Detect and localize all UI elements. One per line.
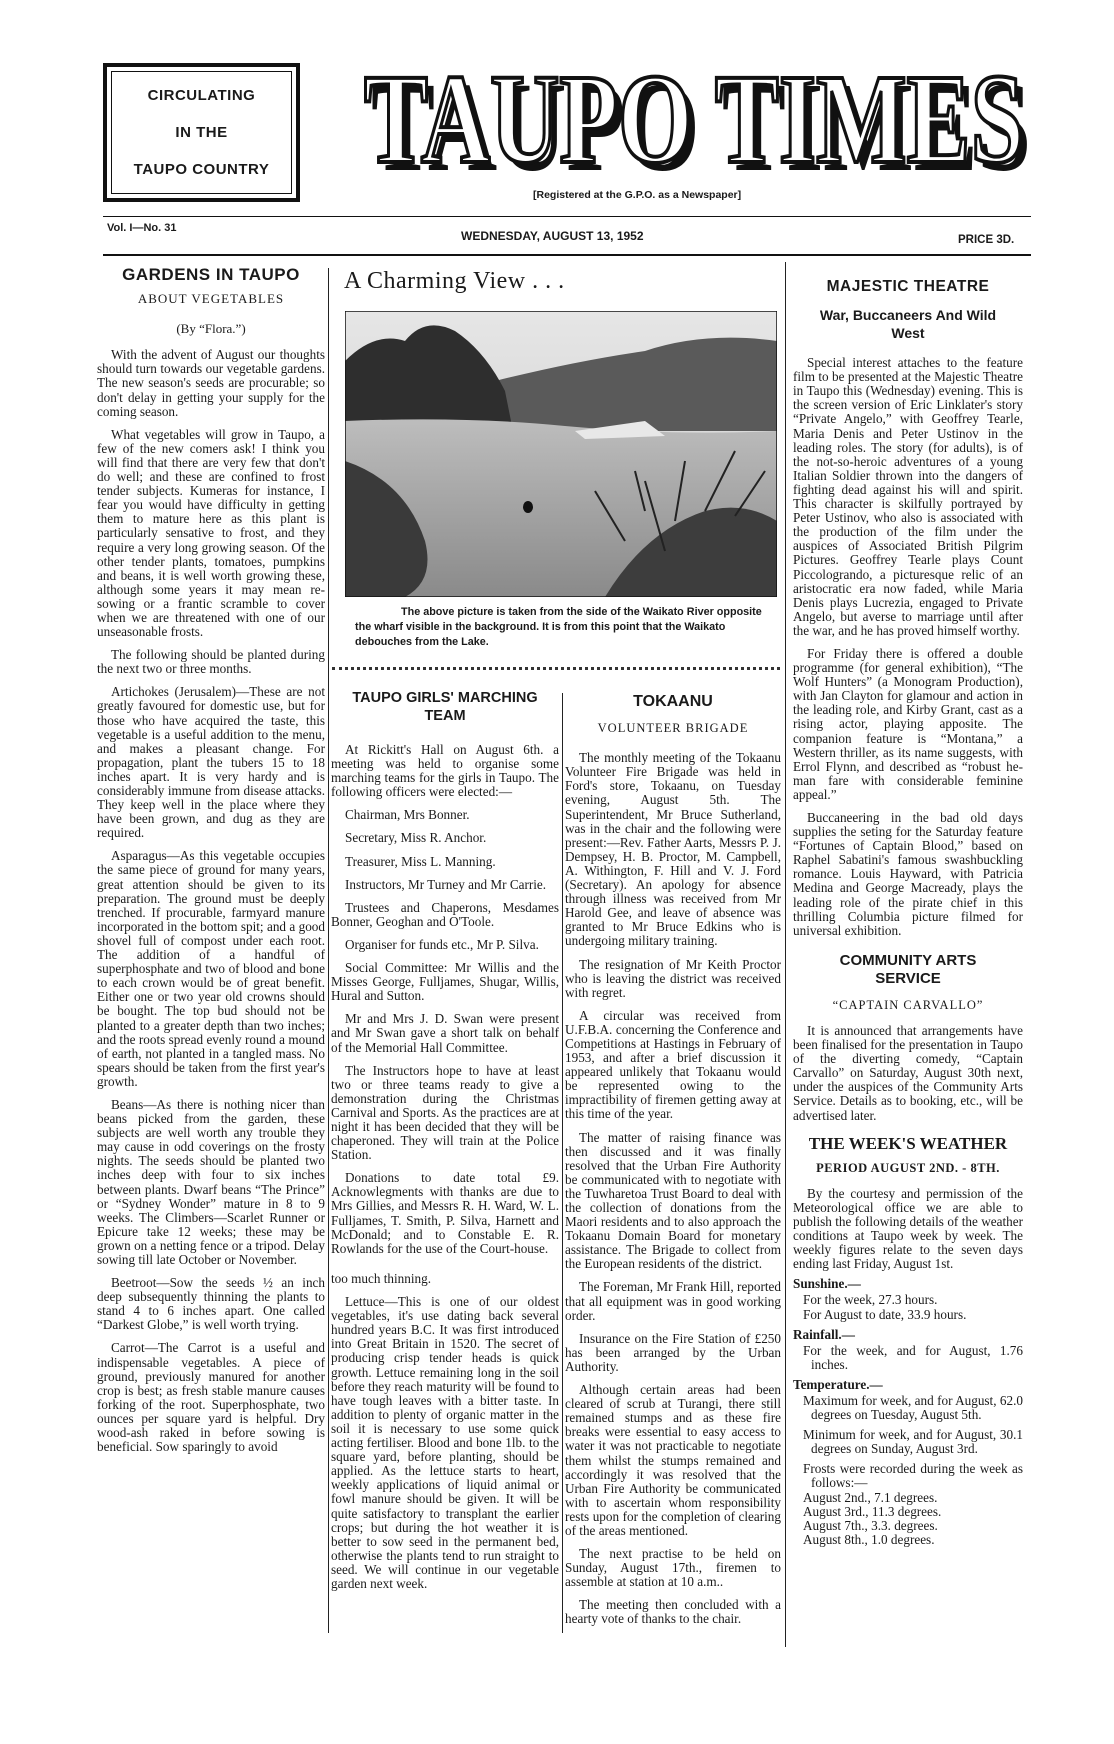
tokaanu-paragraph: Insurance on the Fire Station of £250 has been arranged by the Urban Authority. (565, 1330, 781, 1374)
majestic-paragraph: Buccaneering in the bad old days supplies the seting for the Saturday feature “Fortunes of Captain Blood,” based on Raphel Sabatini's famous swashbuckling romance. Louis Hayward, with Patricia Medina and George Macready, plays the leading role of the pirate chief in this thrilling Columbia picture filmed for universal exhibition. (793, 810, 1023, 938)
girls-paragraph: The Instructors hope to have at least two or three teams ready to give a demonstration during the Christmas Carnival and Sports. As the practices are at night it has been decided that they will be chaperoned. They will train at the Police Station. (331, 1062, 559, 1163)
girls-officer: Secretary, Miss R. Anchor. (345, 830, 487, 846)
girls-officer: Treasurer, Miss L. Manning. (345, 853, 496, 869)
rainfall-label: Rainfall.— (793, 1326, 855, 1342)
temperature-max: Maximum for week, and for August, 62.0 degrees on Tuesday, August 5th. (803, 1393, 1023, 1423)
girls-paragraph: Mr and Mrs J. D. Swan were present and Mr Swan gave a short talk on behalf of the Memorial Hall Committee. (331, 1011, 559, 1055)
masthead-title-shadow: TAUPO TIMES (371, 62, 1031, 192)
majestic-subhead: War, Buccaneers And Wild West (819, 307, 997, 342)
top-rule (103, 216, 1031, 217)
girls-paragraph: Donations to date total £9. Acknowlegments with thanks are due to Mrs Gillies, and Messrs R. H. Ward, W. L. Fulljames, T. Smith, P. Silva, Harnett and McDonald; and to Constable E. R. Rowlands for the use of the Court-house. (331, 1170, 559, 1256)
temperature-label: Temperature.— (793, 1376, 883, 1392)
sunshine-label: Sunshine.— (793, 1276, 861, 1292)
rainfall-week: For the week, and for August, 1.76 inches. (803, 1342, 1023, 1372)
tokaanu-paragraph: The monthly meeting of the Tokaanu Volunteer Fire Brigade was held in Ford's store, Tokaanu, on Tuesday evening, August 5th. The Superintendent, Mr Bruce Sutherland, was in the chair and the following were present:—Rev. Father Aarts, Messrs P. J. Dempsey, H. B. Proctor, M. Campbell, A. Withington, F. Hill and V. J. Ford (Secretary). An apology for absence through illness was received from Mr Harold Gee, and leave of absence was granted to Mr Bruce Edkins who is undergoing military training. (565, 750, 781, 949)
photo-dotted-rule (332, 667, 780, 670)
masthead-title-face: TAUPO TIMES (364, 62, 1024, 190)
frost-entry: August 7th., 3.3. degrees. (803, 1517, 938, 1533)
gardens-paragraph: too much thinning. (331, 1271, 432, 1286)
temperature-min: Minimum for week, and for August, 30.1 degrees on Sunday, August 3rd. (803, 1427, 1023, 1457)
gardens-continuation (331, 1272, 559, 1600)
tokaanu-paragraph: The matter of raising finance was then discussed and it was finally resolved that the Urban Fire Authority be communicated with to negotiate with the Tuwharetoa Trust Board to deal with the collection of donations from the Maori residents and to also approach the Tokaanu Domain Board for monetary assistance. The Brigade to collect from the European residents of the district. (565, 1129, 781, 1272)
tokaanu-paragraph: Although certain areas had been cleared of scrub at Turangi, there still remained stumps and as these fire breaks were essential to easy access to water it was not practicable to negotiate them whilst the stumps remained and accordingly it was resolved that the Urban Fire Authority be communicated with to ascertain whom responsibility rests upon for the completion of clearing of the areas mentioned. (565, 1382, 781, 1538)
column-rule-2 (562, 693, 563, 1633)
girls-marching-article (331, 689, 559, 1265)
girls-officer: Social Committee: Mr Willis and the Misses George, Fulljames, Shugar, Willis, Hural and Sutton. (331, 960, 559, 1004)
price: PRICE 3D. (958, 234, 1015, 246)
weather-subhead: PERIOD AUGUST 2ND. - 8TH. (816, 1160, 1000, 1175)
tokaanu-paragraph: A circular was received from U.F.B.A. concerning the Conference and Competitions at Hastings in February of 1953, and after a brief discussion it appeared unlikely that Tokaanu would be represented owing to the impractibility of firemen getting away at this time of the year. (565, 1007, 781, 1122)
frost-entry: August 3rd., 11.3 degrees. (803, 1503, 942, 1519)
gardens-paragraph: What vegetables will grow in Taupo, a few of the new comers ask! I think you will find that there are very few that don't do well; and these are confined to frost tender subjects. Kumeras for instance, I fear you would have difficulty in getting them to mature here as this plant is particularly sensative to frost, and they require a very long growing season. Of the other tender plants, tomatoes, pumpkins and beans, it is well worth growing these, although some years it may mean re-sowing or a frantic scramble to cover when we are threatened with one of our unseasonable frosts. (97, 426, 325, 640)
issue-date: WEDNESDAY, AUGUST 13, 1952 (461, 229, 644, 243)
info-rule (103, 254, 1031, 256)
circulating-line-2: IN THE (175, 124, 228, 141)
masthead-title (356, 62, 1034, 192)
tokaanu-article (565, 689, 781, 1636)
registered-note: [Registered at the G.P.O. as a Newspaper] (533, 189, 742, 201)
view-headline: A Charming View . . . (344, 268, 565, 294)
waikato-river-photo (345, 311, 777, 597)
girls-headline: TAUPO GIRLS' MARCHING TEAM (352, 690, 538, 724)
gardens-subhead: ABOUT VEGETABLES (137, 291, 285, 307)
majestic-headline: MAJESTIC THEATRE (826, 278, 990, 295)
gardens-paragraph: Beetroot—Sow the seeds ½ an inch deep subsequently thinning the plants to stand 4 to 6 inches apart. One called “Darkest Globe,” is well worth trying. (97, 1275, 325, 1333)
girls-officer: Trustees and Chaperons, Mesdames Bonner, Geoghan and O'Toole. (331, 899, 559, 929)
gardens-paragraph: Carrot—The Carrot is a useful and indispensable vegetables. A piece of ground, previously manured for another crop is best; as fresh stable manure causes forking of the root. Superphosphate, two ounces per square yard is helpful. Dry wood-ash raked in before sowing is beneficial. Sow sparingly to avoid (97, 1340, 325, 1455)
sunshine-week: For the week, 27.3 hours. (803, 1292, 938, 1308)
gardens-byline: (By “Flora.”) (176, 321, 246, 337)
gardens-paragraph: With the advent of August our thoughts should turn towards our vegetable gardens. The new season's seeds are procurable; so don't delay in getting your supply for the coming season. (97, 347, 325, 419)
gardens-paragraph: Beans—As there is nothing nicer than beans picked from the garden, these subjects are well worth any trouble they may cause in odd coverings on the frosty nights. The seeds should be planted two inches deep with four to six inches between plants. Dwarf beans “The Prince” or “Sydney Wonder” mature in 8 to 9 weeks. The Climbers—Scarlet Runner or Epicure take 12 weeks; these may be grown on a netting fence or a tripod. Delay sowing till late October or November. (97, 1096, 325, 1267)
gardens-paragraph: Lettuce—This is one of our oldest vegetables, it's use dating back several hundred years B.C. It was first introduced into Great Britain in 1520. The secret of producing crisp tender heads is quick growth. Lettuce remaining long in the soil before they reach maturity will be found to have tough leaves with a bitter taste. In addition to plenty of organic matter in the soil it is necessary to use some quick acting fertiliser. Blood and bone 1lb. to the square yard, before planting, should be applied. As the lettuce starts to heart, weekly applications of liquid animal or fowl manure should be given. It will be quite satisfactory to transplant the earlier crops; but during the hot weather it is better to sow seed in the permanent bed, otherwise the plants tend to run straight to seed. We will continue in our vegetable garden next week. (331, 1294, 559, 1591)
gardens-paragraph: Asparagus—As this vegetable occupies the same piece of ground for many years, great attention should be given to its preparation. The ground must be deeply trenched. If procurable, farmyard manure incorporated in the bottom spit; and a good shovel full of compost under each root. The addition of a handful of superphosphate and two of blood and bone to each crown would be of great benefit. Either one or two year old crowns should be bought. The top bud should not be planted to a greater depth than two inches; and the roots spread evenly round a mound of earth, not planted in a tangled mass. No spears should be taken from the first year's growth. (97, 848, 325, 1089)
gardens-paragraph: The following should be planted during the next two or three months. (97, 647, 325, 677)
majestic-paragraph: For Friday there is offered a double programme (for general exhibition), “The Wolf Hunters” (a Monogram Production), with Jan Clayton for glamour and action in the leading role, and Kirby Grant, cast as a rising actor, playing apposite. The companion feature is “Montana,” a Western thriller, as its name suggests, with Errol Flynn, and described as “robust he-man fare with considerable feminine appeal.” (793, 645, 1023, 802)
tokaanu-paragraph: The meeting then concluded with a hearty vote of thanks to the chair. (565, 1597, 781, 1627)
column-rule-1 (328, 268, 329, 1633)
right-column (793, 280, 1023, 1547)
circulating-line-3: TAUPO COUNTRY (133, 161, 270, 178)
column-rule-3 (785, 262, 786, 1647)
girls-officer: Chairman, Mrs Bonner. (345, 807, 470, 823)
gardens-article (97, 265, 325, 1463)
tokaanu-paragraph: The Foreman, Mr Frank Hill, reported that all equipment was in good working order. (565, 1279, 781, 1323)
tokaanu-headline: TOKAANU (633, 693, 713, 710)
girls-officer: Instructors, Mr Turney and Mr Carrie. (345, 876, 547, 892)
arts-subhead: “CAPTAIN CARVALLO” (832, 997, 984, 1012)
photo-caption: The above picture is taken from the side of the Waikato River opposite the wharf visible in the background. It is from this point that the Waikato debouches from the Lake. (355, 606, 762, 648)
volume-number: Vol. I—No. 31 (107, 222, 177, 234)
tokaanu-subhead: VOLUNTEER BRIGADE (597, 721, 749, 736)
girls-paragraph: At Rickitt's Hall on August 6th. a meeting was held to organise some marching teams for the girls in Taupo. The following officers were elected:— (331, 742, 559, 800)
weather-intro: By the courtesy and permission of the Meteorological office we are able to publish the following details of the weather conditions at Taupo week by week. The weekly figures relate to the seven days ending last Friday, August 1st. (793, 1185, 1023, 1272)
arts-paragraph: It is announced that arrangements have been finalised for the presentation in Taupo of the diverting comedy, “Captain Carvallo” on Saturday, August 30th next, under the auspices of the Community Arts Service. Details as to booking, etc., will be advertised later. (793, 1022, 1023, 1123)
frosts-intro: Frosts were recorded during the week as follows:— (803, 1461, 1023, 1491)
frost-entry: August 8th., 1.0 degrees. (803, 1531, 935, 1547)
gardens-headline: GARDENS IN TAUPO (122, 265, 300, 284)
sunshine-month: For August to date, 33.9 hours. (803, 1306, 967, 1322)
tokaanu-paragraph: The resignation of Mr Keith Proctor who is leaving the district was received with regret. (565, 956, 781, 1000)
circulating-line-1: CIRCULATING (147, 87, 256, 104)
circulating-box (103, 63, 300, 202)
weather-headline: THE WEEK'S WEATHER (808, 1133, 1008, 1153)
majestic-paragraph: Special interest attaches to the feature film to be presented at the Majestic Theatre in Taupo this (Wednesday) evening. This is the screen version of Eric Linklater's story “Private Angelo,” with Geoffrey Tearle, Maria Denis and Peter Ustinov in the leading roles. The story (for adults), is of the not-so-heroic adventures of a young Italian Soldier thrown into the dangers of fighting dead against his will and spirit. This character is skilfully portrayed by Peter Ustinov, who also is associated with the production of the film under the auspices of Associated British Pilgrim Pictures. Geoffrey Tearle plays Count Piccologrando, a picturesque relic of an aristocratic era now faded, while Maria Denis plays Lucrezia, engaged to Private Angelo, but averse to marriage until after the war, and he has proved himself worthy. (793, 355, 1023, 638)
girls-officer: Organiser for funds etc., Mr P. Silva. (345, 936, 539, 952)
frost-entry: August 2nd., 7.1 degrees. (803, 1489, 938, 1505)
arts-headline: COMMUNITY ARTS SERVICE (839, 951, 977, 987)
tokaanu-paragraph: The next practise to be held on Sunday, August 17th., firemen to assemble at station at 10 a.m.. (565, 1546, 781, 1590)
gardens-paragraph: Artichokes (Jerusalem)—These are not greatly favoured for domestic use, but for those who have acquired the taste, this vegetable is a useful addition to the menu, and makes a pleasant change. For propagation, plant the tubers 15 to 18 inches apart. It is very hardy and is considerably immune from disease attacks. They keep well in the place where they have been grown, and dug as they are required. (97, 684, 325, 841)
